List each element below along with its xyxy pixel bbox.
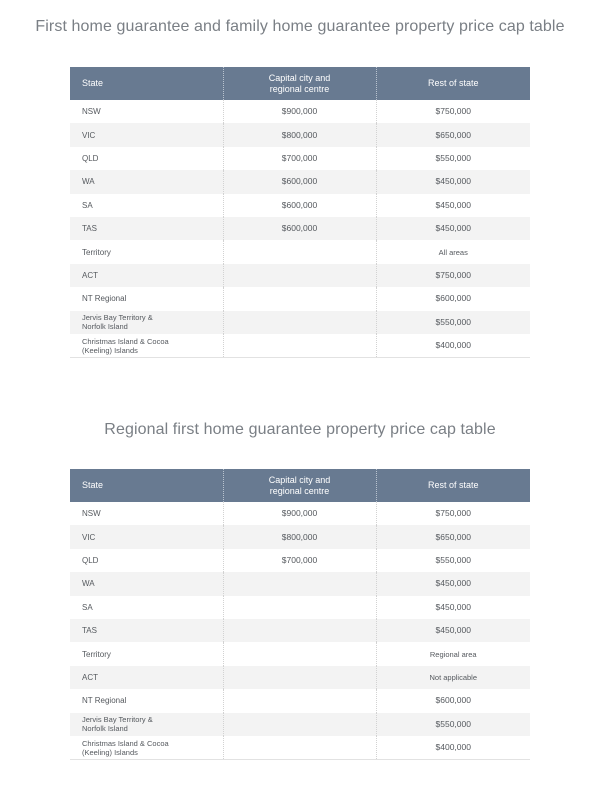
rest-cell: $750,000 xyxy=(376,100,530,123)
capital-cell xyxy=(223,572,376,595)
capital-cell: $900,000 xyxy=(223,100,376,123)
rest-cell: $600,000 xyxy=(376,689,530,712)
state-cell: Territory xyxy=(70,642,223,665)
table1-header-state: State xyxy=(70,67,223,100)
rest-cell: $550,000 xyxy=(376,311,530,334)
capital-cell xyxy=(223,287,376,310)
table-row xyxy=(70,619,530,642)
state-cell: VIC xyxy=(70,123,223,146)
rest-cell: $400,000 xyxy=(376,334,530,358)
table2-header-capital xyxy=(223,469,376,502)
rest-cell: $600,000 xyxy=(376,287,530,310)
state-cell xyxy=(70,736,223,760)
table1-header-rest: Rest of state xyxy=(376,67,530,100)
rest-cell: $450,000 xyxy=(376,572,530,595)
rest-cell: $400,000 xyxy=(376,736,530,760)
table1 xyxy=(70,67,530,358)
state-cell xyxy=(70,311,223,334)
capital-cell xyxy=(223,619,376,642)
table-row xyxy=(70,572,530,595)
rest-cell: All areas xyxy=(376,240,530,263)
rest-cell: Not applicable xyxy=(376,666,530,689)
rest-cell: Regional area xyxy=(376,642,530,665)
state-cell: ACT xyxy=(70,264,223,287)
rest-cell: $650,000 xyxy=(376,525,530,548)
table2-header-state: State xyxy=(70,469,223,502)
capital-cell: $800,000 xyxy=(223,123,376,146)
capital-cell: $900,000 xyxy=(223,502,376,525)
table-row xyxy=(70,502,530,525)
rest-cell: $450,000 xyxy=(376,596,530,619)
table-row xyxy=(70,596,530,619)
table-row xyxy=(70,689,530,712)
state-cell-text: Christmas Island & Cocoa (Keeling) Islands xyxy=(82,336,169,355)
table2-header-row xyxy=(70,469,530,502)
table-row xyxy=(70,666,530,689)
rest-cell: $750,000 xyxy=(376,264,530,287)
capital-cell xyxy=(223,311,376,334)
table-row xyxy=(70,194,530,217)
capital-cell xyxy=(223,666,376,689)
table2-header-capital-text: Capital city and regional centre xyxy=(268,474,331,496)
capital-cell xyxy=(223,240,376,263)
table-row xyxy=(70,525,530,548)
rest-cell: $550,000 xyxy=(376,713,530,736)
state-cell: TAS xyxy=(70,217,223,240)
capital-cell: $600,000 xyxy=(223,170,376,193)
capital-cell xyxy=(223,334,376,358)
state-cell: NSW xyxy=(70,100,223,123)
table-row xyxy=(70,100,530,123)
table2 xyxy=(70,469,530,760)
table-row xyxy=(70,264,530,287)
state-cell: QLD xyxy=(70,147,223,170)
capital-cell xyxy=(223,713,376,736)
capital-cell: $700,000 xyxy=(223,147,376,170)
capital-cell xyxy=(223,736,376,760)
rest-cell: $550,000 xyxy=(376,549,530,572)
table1-header-capital xyxy=(223,67,376,100)
rest-cell: $550,000 xyxy=(376,147,530,170)
state-cell-text: Jervis Bay Territory & Norfolk Island xyxy=(82,313,153,332)
state-cell: QLD xyxy=(70,549,223,572)
capital-cell: $600,000 xyxy=(223,194,376,217)
table-row xyxy=(70,217,530,240)
capital-cell xyxy=(223,642,376,665)
rest-cell: $450,000 xyxy=(376,217,530,240)
table-row xyxy=(70,713,530,736)
table-row xyxy=(70,287,530,310)
table1-section xyxy=(0,18,600,36)
rest-cell: $450,000 xyxy=(376,619,530,642)
capital-cell: $600,000 xyxy=(223,217,376,240)
rest-cell: $450,000 xyxy=(376,194,530,217)
table1-header-capital-text: Capital city and regional centre xyxy=(268,72,331,94)
capital-cell xyxy=(223,264,376,287)
state-cell: SA xyxy=(70,194,223,217)
table-row xyxy=(70,736,530,760)
state-cell: NT Regional xyxy=(70,689,223,712)
table-row xyxy=(70,311,530,334)
table-row xyxy=(70,334,530,358)
state-cell: SA xyxy=(70,596,223,619)
table-row xyxy=(70,147,530,170)
capital-cell: $700,000 xyxy=(223,549,376,572)
state-cell: NT Regional xyxy=(70,287,223,310)
rest-cell: $750,000 xyxy=(376,502,530,525)
state-cell: WA xyxy=(70,572,223,595)
table1-title: First home guarantee and family home guarantee property price cap table xyxy=(35,18,565,35)
table-row xyxy=(70,240,530,263)
state-cell-text: Christmas Island & Cocoa (Keeling) Islands xyxy=(82,738,169,757)
table-row xyxy=(70,123,530,146)
state-cell xyxy=(70,713,223,736)
table-row xyxy=(70,170,530,193)
state-cell: Territory xyxy=(70,240,223,263)
capital-cell: $800,000 xyxy=(223,525,376,548)
table1-header-row xyxy=(70,67,530,100)
table-row xyxy=(70,642,530,665)
state-cell: TAS xyxy=(70,619,223,642)
rest-cell: $650,000 xyxy=(376,123,530,146)
state-cell: NSW xyxy=(70,502,223,525)
table2-section xyxy=(0,421,600,439)
rest-cell: $450,000 xyxy=(376,170,530,193)
table-row xyxy=(70,549,530,572)
state-cell: VIC xyxy=(70,525,223,548)
state-cell xyxy=(70,334,223,358)
state-cell: ACT xyxy=(70,666,223,689)
state-cell: WA xyxy=(70,170,223,193)
capital-cell xyxy=(223,596,376,619)
capital-cell xyxy=(223,689,376,712)
table2-header-rest: Rest of state xyxy=(376,469,530,502)
state-cell-text: Jervis Bay Territory & Norfolk Island xyxy=(82,715,153,734)
table2-title: Regional first home guarantee property price cap table xyxy=(104,421,496,438)
